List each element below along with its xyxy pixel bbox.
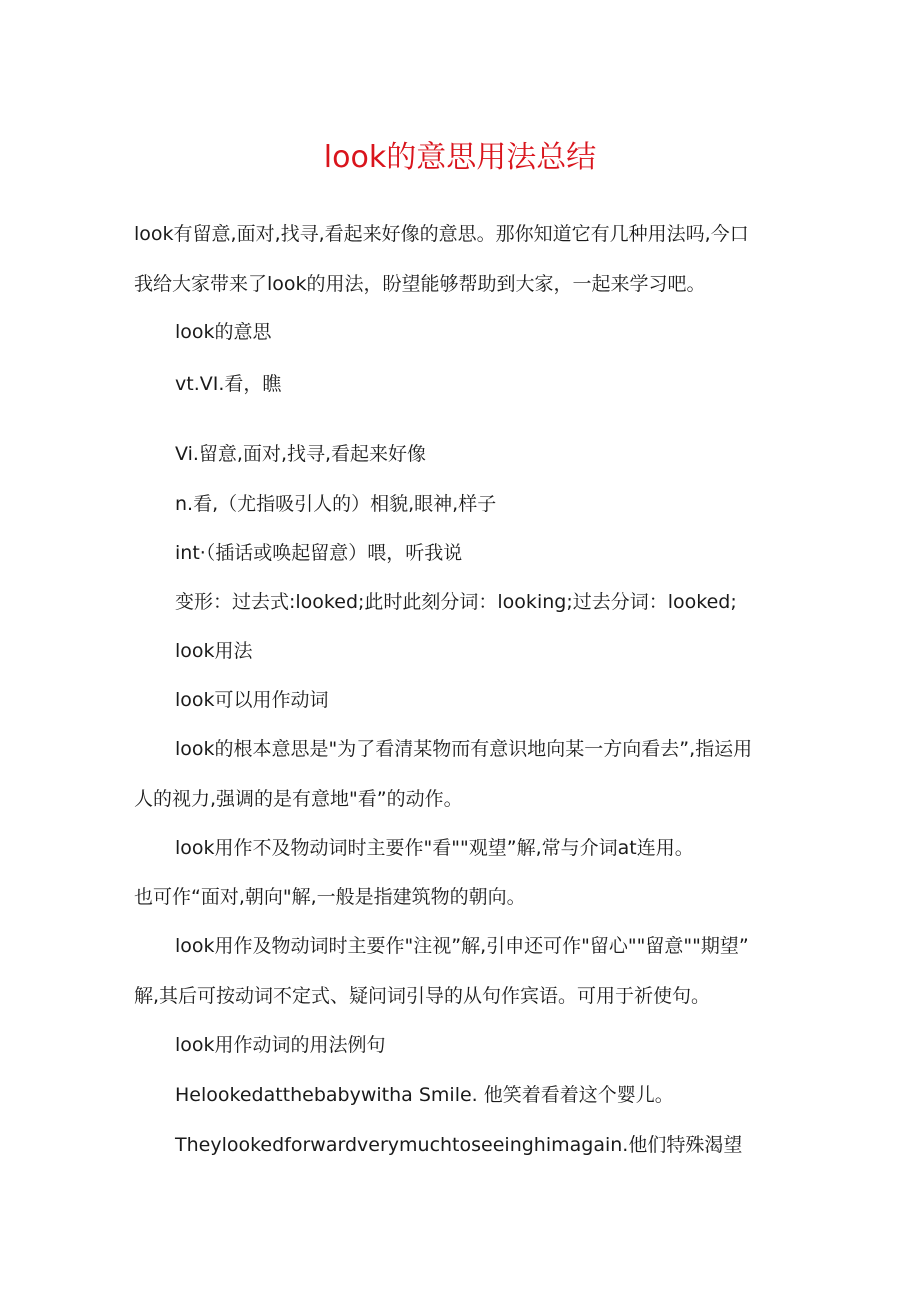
body-line: Vi.留意,面对,找寻,看起来好像 — [175, 443, 427, 465]
body-line: 也可作“面对,朝向"解,一般是指建筑物的朝向。 — [134, 886, 526, 908]
document-title: look的意思用法总结 — [323, 140, 597, 175]
section-heading: look用作动词的用法例句 — [175, 1034, 386, 1056]
example-sentence: Theylookedforwardverymuchtoseeinghimagain.他们特殊渴望 — [175, 1134, 743, 1156]
section-heading: look用法 — [175, 640, 253, 662]
section-heading: look可以用作动词 — [175, 689, 329, 711]
body-line: 人的视力,强调的是有意地"看”的动作。 — [134, 788, 463, 810]
example-sentence: Helookedatthebabywitha Smile. 他笑着看着这个婴儿。 — [175, 1084, 674, 1106]
body-line: 我给大家带来了look的用法，盼望能够帮助到大家，一起来学习吧。 — [134, 273, 706, 295]
body-line: look用作不及物动词时主要作"看""观望”解,常与介词at连用。 — [175, 837, 694, 859]
body-line: 变形：过去式:looked;此时此刻分词：looking;过去分词：looked; — [175, 591, 737, 613]
body-line: vt.VI.看，瞧 — [175, 373, 282, 395]
body-line: look的根本意思是"为了看清某物而有意识地向某一方向看去”,指运用 — [175, 738, 753, 760]
section-heading: look的意思 — [175, 321, 272, 343]
body-line: n.看,（尤指吸引人的）相貌,眼神,样子 — [175, 493, 497, 515]
body-line: look用作及物动词时主要作"注视”解,引申还可作"留心""留意""期望” — [175, 935, 749, 957]
body-line: int·（插话或唤起留意）喂，听我说 — [175, 542, 463, 564]
body-line: look有留意,面对,找寻,看起来好像的意思。那你知道它有几种用法吗,今口 — [134, 223, 749, 245]
body-line: 解,其后可按动词不定式、疑问词引导的从句作宾语。可用于祈使句。 — [134, 985, 711, 1007]
